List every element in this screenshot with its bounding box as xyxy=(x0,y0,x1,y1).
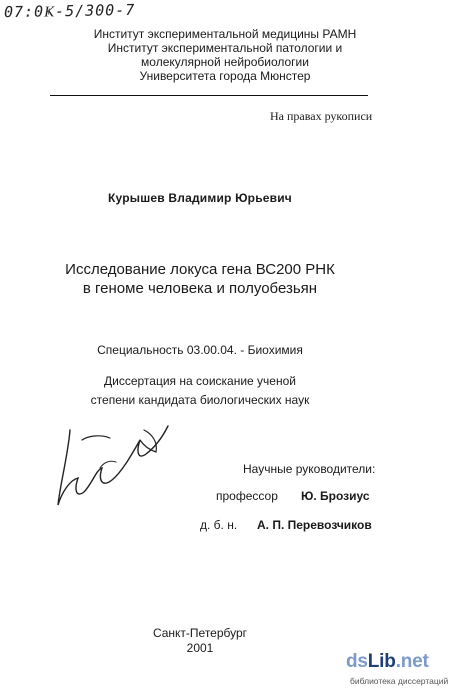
header-divider xyxy=(50,95,368,96)
institution-line: молекулярной нейробиологии xyxy=(141,55,309,69)
degree-line: Диссертация на соискание ученой xyxy=(104,374,296,388)
dslib-subtitle: библиотека диссертаций xyxy=(350,676,449,686)
institution-line: Институт экспериментальной медицины РАМН xyxy=(93,27,357,41)
advisor-rank: д. б. н. xyxy=(200,518,238,532)
degree-statement xyxy=(0,372,400,410)
rights-note: На правах рукописи xyxy=(270,109,373,123)
dslib-watermark xyxy=(346,651,449,691)
institution-line: Университета города Мюнстер xyxy=(139,69,311,83)
place-and-year xyxy=(0,626,400,656)
degree-line: степени кандидата биологических наук xyxy=(90,393,310,407)
title-line: в геноме человека и полуобезьян xyxy=(82,280,318,297)
author-name: Курышев Владимир Юрьевич xyxy=(108,191,292,205)
handwritten-signature xyxy=(40,410,180,520)
dslib-logo: dsLib.net xyxy=(346,651,429,672)
advisor-name: А. П. Перевозчиков xyxy=(257,518,372,532)
handwritten-archive-code: 07:0Ҝ-5/300-7 xyxy=(3,0,136,22)
specialty-line: Специальность 03.00.04. - Биохимия xyxy=(97,343,303,357)
city: Санкт-Петербург xyxy=(152,626,248,640)
year: 2001 xyxy=(186,641,214,655)
advisor-rank: профессор xyxy=(216,489,278,503)
institution-line: Институт экспериментальной патологии и xyxy=(107,41,343,55)
title-line: Исследование локуса гена ВС200 РНК xyxy=(65,261,335,278)
institutions-block xyxy=(0,27,450,83)
dissertation-title xyxy=(0,260,400,298)
advisors-label: Научные руководители: xyxy=(243,462,376,476)
advisor-name: Ю. Брозиус xyxy=(301,489,370,503)
